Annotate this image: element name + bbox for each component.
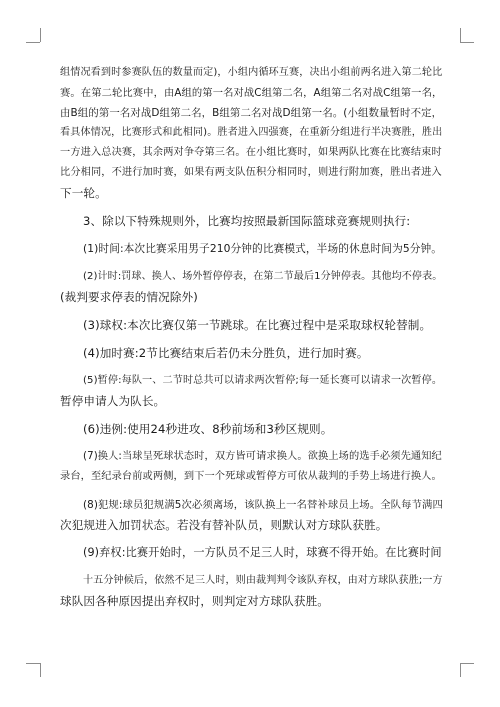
paragraph: [60, 447, 442, 487]
paragraph: [60, 371, 442, 411]
paragraph: [60, 419, 442, 439]
rule-item: (5)暂停:每队一、二节时总共可以请求两次暂停;每一延长赛可以请求一次暂停。: [83, 375, 443, 386]
text-line: 由B组的第一名对战D组第二名，B组第二名对战D组第一名。(小组数量暂时不定，: [60, 107, 443, 119]
rule-item: (1)时间:本次比赛采用男子210分钟的比赛模式，半场的休息时间为5分钟。: [83, 242, 443, 255]
crop-mark-bottom-left-v: [40, 663, 41, 677]
paragraph: [60, 543, 442, 563]
crop-mark-bottom-left-h: [26, 663, 40, 664]
paragraph: [60, 63, 442, 203]
paragraph: [60, 239, 442, 259]
text-line: 次犯规进入加罚状态。若没有替补队员，则默认对方球队获胜。: [60, 518, 388, 532]
rule-item: (9)弃权:比赛开始时，一方队员不足三人时，球赛不得开始。在比赛时间: [83, 546, 442, 559]
text-line: (裁判要求停表的情况除外): [60, 290, 198, 304]
rule-item: (2)计时:罚球、换人、场外暂停停表，在第二节最后1分钟停表。其他均不停表。: [83, 271, 443, 282]
text-line: 组情况看到时参赛队伍的数量而定)，小组内循环互赛，决出小组前两名进入第二轮比: [60, 67, 443, 78]
paragraph: [60, 571, 442, 611]
text-line: 看具体情况，比赛形式和此相同)。胜者进入四强赛，在重新分组进行半决赛胜，胜出: [60, 127, 443, 138]
paragraph: [60, 343, 442, 363]
crop-mark-top-right-v: [460, 28, 461, 42]
paragraph: [60, 495, 442, 535]
text-line: 十五分钟候后，依然不足三人时，则由裁判判令该队弃权，由对方球队获胜;一方: [83, 575, 443, 586]
crop-mark-top-left-h: [26, 42, 40, 43]
document-body: [60, 63, 442, 611]
text-line: 赛。在第二轮比赛中，由A组的第一名对战C组第二名，A组第二名对战C组第一名，: [60, 87, 443, 99]
rule-item: (7)换人:当球呈死球状态时，双方皆可请求换人。欲换上场的选手必须先通知纪: [83, 451, 442, 462]
text-line: 录台，至纪录台前或两侧，到下一个死球或暂停方可依从裁判的手势上场进行换人。: [60, 471, 442, 482]
rule-item: (8)犯规:球员犯规满5次必须离场，该队换上一名替补球员上场。全队每节满四: [83, 499, 443, 511]
text-line: 一方进入总决赛，其余两对争夺第三名。在小组比赛时，如果两队比赛在比赛结束时: [60, 147, 442, 158]
paragraph: [60, 315, 442, 335]
paragraph: [60, 267, 442, 307]
crop-mark-top-left-v: [40, 28, 41, 42]
rule-item: (6)违例:使用24秒进攻、8秒前场和3秒区规则。: [83, 422, 333, 436]
rule-item: (3)球权:本次比赛仅第一节跳球。在比赛过程中是采取球权轮替制。: [83, 318, 432, 332]
text-line: 球队因各种原因提出弃权时，则判定对方球队获胜。: [60, 594, 329, 608]
text-line: 比分相同，不进行加时赛，如果有两支队伍积分相同时，则进行附加赛，胜出者进入: [60, 167, 442, 178]
paragraph: [60, 211, 442, 231]
section-heading: 3、除以下特殊规则外，比赛均按照最新国际篮球竞赛规则执行:: [83, 214, 411, 228]
crop-mark-top-right-h: [460, 42, 474, 43]
text-line: 下一轮。: [60, 186, 107, 200]
rule-item: (4)加时赛:2节比赛结束后若仍未分胜负，进行加时赛。: [83, 346, 369, 360]
text-line: 暂停申请人为队长。: [60, 394, 166, 408]
crop-mark-bottom-right-v: [460, 663, 461, 677]
crop-mark-bottom-right-h: [460, 663, 474, 664]
